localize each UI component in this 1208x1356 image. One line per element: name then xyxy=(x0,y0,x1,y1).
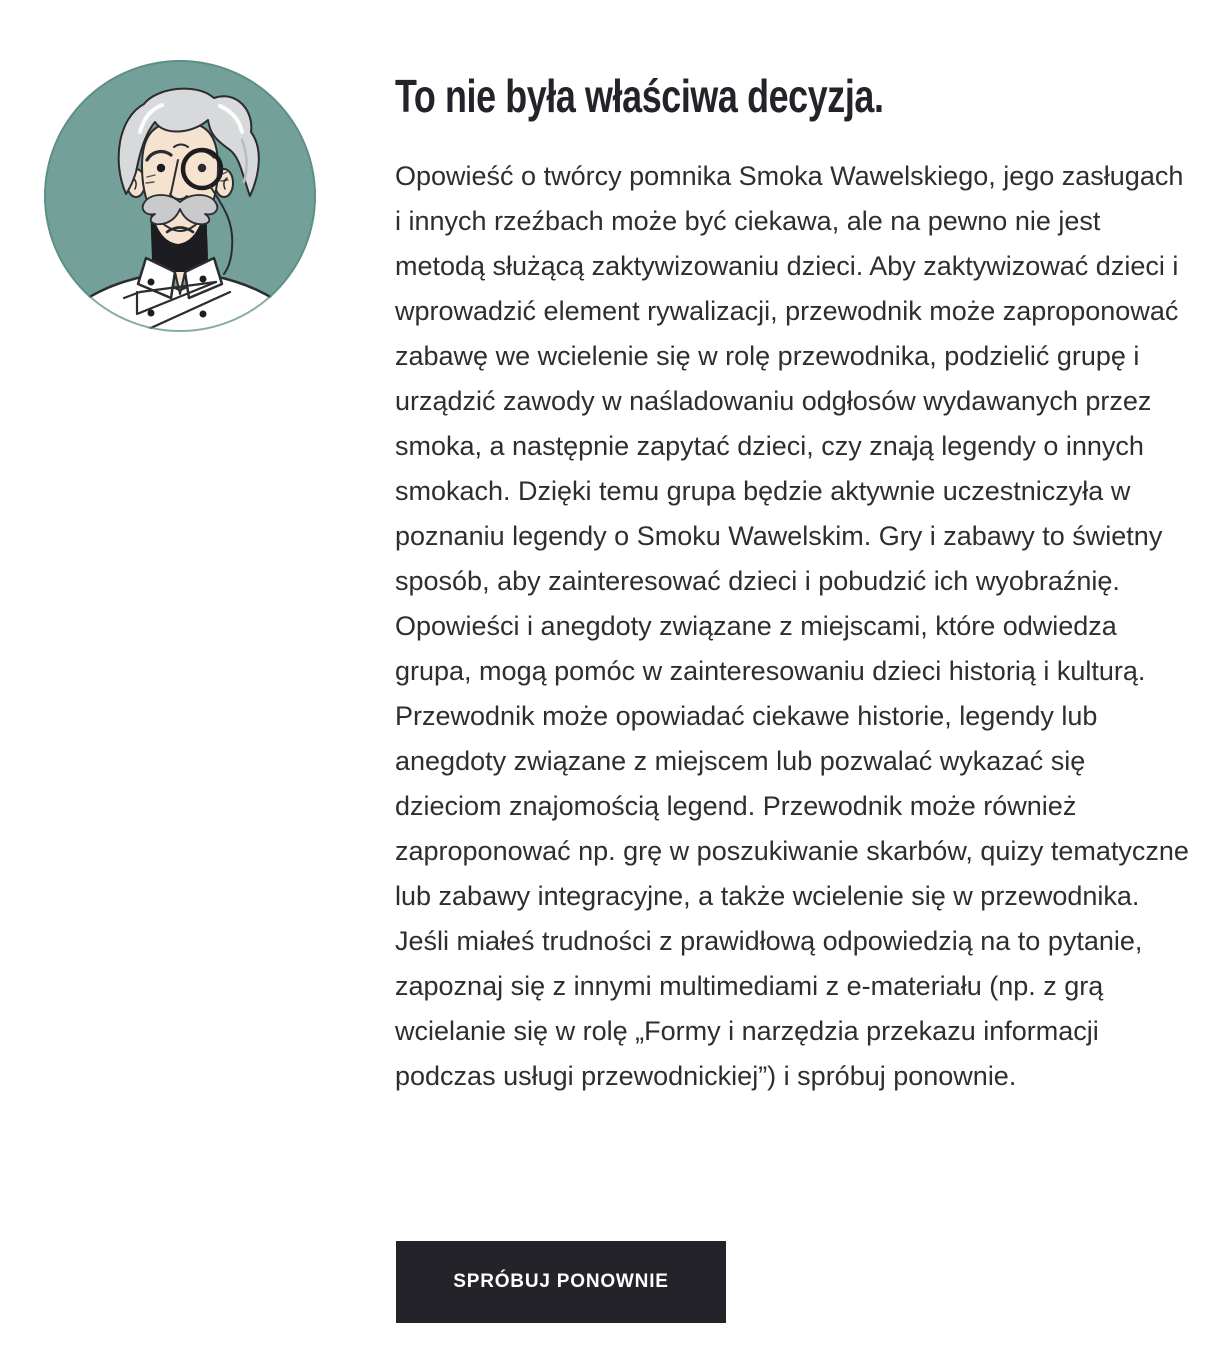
confused-chef-monocle-illustration xyxy=(44,60,316,332)
feedback-panel xyxy=(395,66,1195,1099)
page-title: To nie była właściwa decyzja. xyxy=(395,70,884,122)
retry-button[interactable]: SPRÓBUJ PONOWNIE xyxy=(396,1241,726,1323)
feedback-text: Opowieść o twórcy pomnika Smoka Wawelskiego, jego zasługach i innych rzeźbach może być ciekawa, ale na pewno nie jest metodą służącą zaktywizowaniu dzieci. Aby zaktywizować dzieci i wprowadzić element rywalizacji, przewodnik może zaproponować zabawę we wcielenie się w rolę przewodnika, podzielić grupę i urządzić zawody w naśladowaniu odgłosów wydawanych przez smoka, a następnie zapytać dzieci, czy znają legendy o innych smokach. Dzięki temu grupa będzie aktywnie uczestniczyła w poznaniu legendy o Smoku Wawelskim. Gry i zabawy to świetny sposób, aby zainteresować dzieci i pobudzić ich wyobraźnię. Opowieści i anegdoty związane z miejscami, które odwiedza grupa, mogą pomóc w zainteresowaniu dzieci historią i kulturą. Przewodnik może opowiadać ciekawe historie, legendy lub anegdoty związane z miejscem lub pozwalać wykazać się dzieciom znajomością legend. Przewodnik może również zaproponować np. grę w poszukiwanie skarbów, quizy tematyczne lub zabawy integracyjne, a także wcielenie się w przewodnika. Jeśli miałeś trudności z prawidłową odpowiedzią na to pytanie, zapoznaj się z innymi multimediami z e-materiału (np. z grą wcielanie się w rolę „Formy i narzędzia przekazu informacji podczas usługi przewodnickiej”) i spróbuj ponownie. xyxy=(395,161,1189,1092)
avatar xyxy=(44,60,316,332)
